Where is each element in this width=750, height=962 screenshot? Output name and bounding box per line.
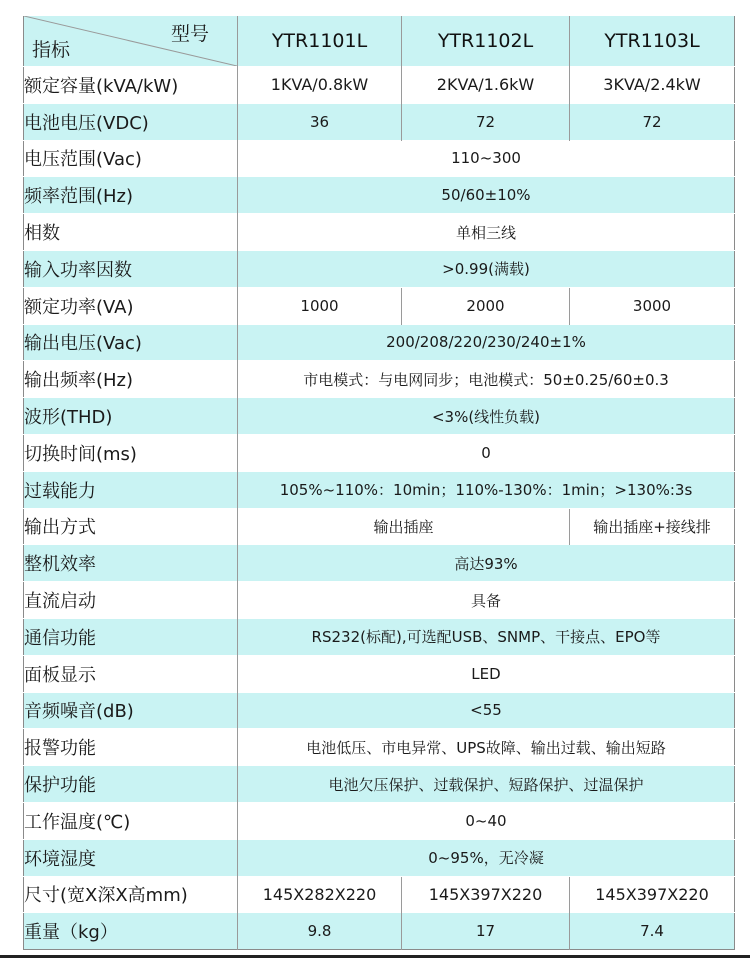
cell-value: 105%~110%：10min；110%-130%：1min；>130%:3s: [238, 471, 735, 508]
cell-value: 17: [402, 913, 570, 950]
cell-value: RS232(标配),可选配USB、SNMP、干接点、EPO等: [238, 618, 735, 655]
cell-value: 200/208/220/230/240±1%: [238, 324, 735, 361]
row-label: 报警功能: [24, 729, 238, 766]
row-label: 整机效率: [24, 545, 238, 582]
table-row: [24, 434, 735, 471]
row-label: 工作温度(℃): [24, 802, 238, 839]
row-label: 过载能力: [24, 471, 238, 508]
table-row: [24, 692, 735, 729]
cell-value: <55: [238, 692, 735, 729]
cell-value: 单相三线: [238, 214, 735, 251]
cell-value: 0: [238, 434, 735, 471]
cell-value: 高达93%: [238, 545, 735, 582]
table-row: [24, 913, 735, 950]
cell-value: >0.99(满载): [238, 250, 735, 287]
table-row: [24, 103, 735, 140]
header-row: [24, 16, 735, 67]
cell-value: 7.4: [570, 913, 735, 950]
table-row: [24, 655, 735, 692]
table-row: [24, 766, 735, 803]
cell-value: 3KVA/2.4kW: [570, 67, 735, 104]
row-label: 额定容量(kVA/kW): [24, 67, 238, 104]
row-label: 保护功能: [24, 766, 238, 803]
model-header-1: YTR1101L: [238, 16, 402, 67]
row-label: 输出方式: [24, 508, 238, 545]
row-label: 输出频率(Hz): [24, 361, 238, 398]
cell-value: 具备: [238, 582, 735, 619]
corner-model-label: 型号: [170, 23, 209, 45]
row-label: 电池电压(VDC): [24, 103, 238, 140]
table-row: [24, 582, 735, 619]
table-row: [24, 250, 735, 287]
cell-value: 2KVA/1.6kW: [402, 67, 570, 104]
table-row: [24, 398, 735, 435]
cell-value: 145X397X220: [402, 876, 570, 913]
table-row: [24, 177, 735, 214]
row-label: 输出电压(Vac): [24, 324, 238, 361]
cell-value: 50/60±10%: [238, 177, 735, 214]
cell-value: 72: [402, 103, 570, 140]
row-label: 波形(THD): [24, 398, 238, 435]
cell-value: 36: [238, 103, 402, 140]
cell-value: 2000: [402, 287, 570, 324]
row-label: 相数: [24, 214, 238, 251]
cell-value: <3%(线性负载): [238, 398, 735, 435]
cell-value: 9.8: [238, 913, 402, 950]
row-label: 音频噪音(dB): [24, 692, 238, 729]
table-row: [24, 471, 735, 508]
table-row: [24, 545, 735, 582]
row-label: 环境湿度: [24, 839, 238, 876]
row-label: 额定功率(VA): [24, 287, 238, 324]
cell-value: 电池欠压保护、过载保护、短路保护、过温保护: [238, 766, 735, 803]
row-label: 面板显示: [24, 655, 238, 692]
row-label: 输入功率因数: [24, 250, 238, 287]
table-row: [24, 839, 735, 876]
cell-value: 110~300: [238, 140, 735, 177]
row-label: 直流启动: [24, 582, 238, 619]
cell-value: 1KVA/0.8kW: [238, 67, 402, 104]
spec-table: [23, 15, 735, 950]
table-row: [24, 287, 735, 324]
model-header-2: YTR1102L: [402, 16, 570, 67]
row-label: 尺寸(宽X深X高mm): [24, 876, 238, 913]
cell-value: LED: [238, 655, 735, 692]
model-header-3: YTR1103L: [570, 16, 735, 67]
table-row: [24, 618, 735, 655]
table-row: [24, 802, 735, 839]
row-label: 切换时间(ms): [24, 434, 238, 471]
table-row: [24, 876, 735, 913]
corner-index-label: 指标: [32, 39, 71, 61]
cell-value: 市电模式：与电网同步；电池模式：50±0.25/60±0.3: [238, 361, 735, 398]
table-row: [24, 67, 735, 104]
cell-value: 输出插座: [238, 508, 570, 545]
table-row: [24, 729, 735, 766]
table-row: [24, 324, 735, 361]
row-label: 重量（kg）: [24, 913, 238, 950]
cell-value: 电池低压、市电异常、UPS故障、输出过载、输出短路: [238, 729, 735, 766]
spec-body: [24, 67, 735, 950]
corner-header: [24, 16, 238, 67]
table-row: [24, 214, 735, 251]
cell-value: 145X282X220: [238, 876, 402, 913]
bottom-divider: [0, 955, 750, 958]
cell-value: 输出插座+接线排: [570, 508, 735, 545]
cell-value: 1000: [238, 287, 402, 324]
cell-value: 3000: [570, 287, 735, 324]
cell-value: 0~95%，无冷凝: [238, 839, 735, 876]
row-label: 通信功能: [24, 618, 238, 655]
cell-value: 72: [570, 103, 735, 140]
table-row: [24, 361, 735, 398]
table-row: [24, 508, 735, 545]
row-label: 电压范围(Vac): [24, 140, 238, 177]
row-label: 频率范围(Hz): [24, 177, 238, 214]
cell-value: 0~40: [238, 802, 735, 839]
table-row: [24, 140, 735, 177]
cell-value: 145X397X220: [570, 876, 735, 913]
